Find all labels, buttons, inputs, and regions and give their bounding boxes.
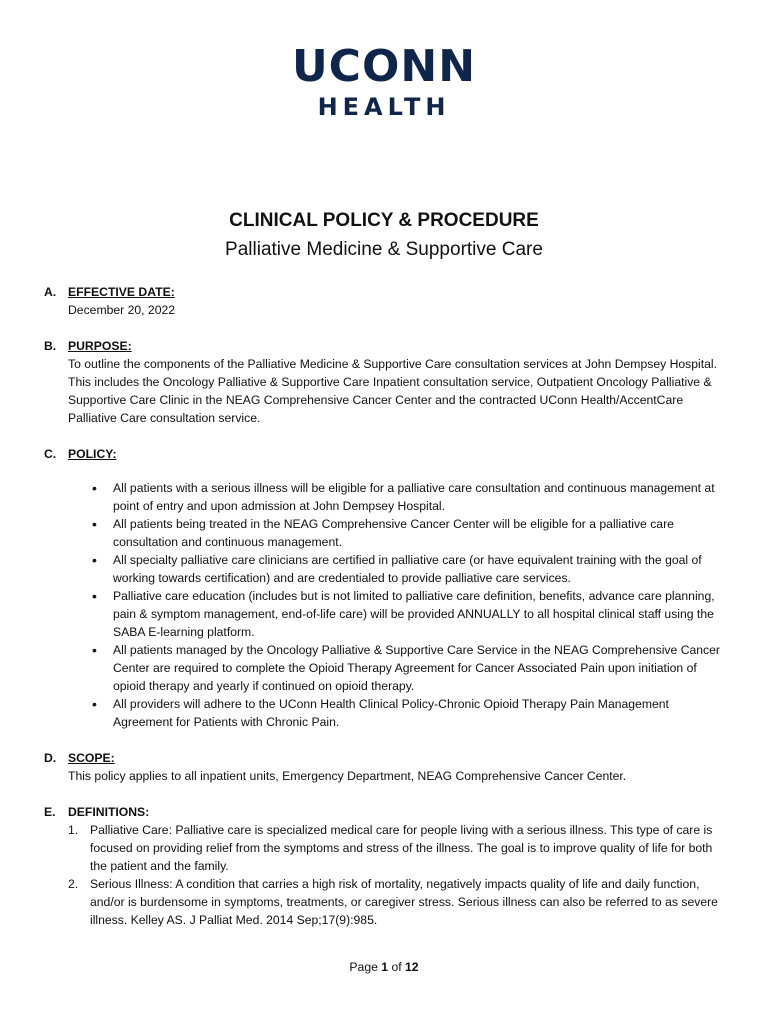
document-subtitle: Palliative Medicine & Supportive Care [225,239,543,260]
list-item: • Palliative care education (includes but is not limited to palliative care definition, benefits, advance care planning, pain & symptom management, end-of-life care) will be provided ANNUALLY to all hospital clinical staff using the SABA E-learning platform. [92,587,724,641]
page-footer [0,960,768,974]
page-number: 1 [381,960,389,974]
list-item: • All patients with a serious illness will be eligible for a palliative care consultation and continuous management at point of entry and upon admission at John Dempsey Hospital. [92,479,724,515]
definition-number: 2. [68,877,79,891]
document-body [44,283,724,947]
section-letter: A. [44,285,57,299]
section-text: To outline the components of the Palliative Medicine & Supportive Care consultation services at John Dempsey Hospital. This includes the Oncology Palliative & Supportive Care Inpatient consultation service, Outpatient Oncology Palliative & Supportive Care Clinic in the NEAG Comprehensive Cancer Center and the contracted UConn Health/AccentCare Palliative Care consultation service. [68,357,717,425]
list-item [68,875,724,929]
section-text: December 20, 2022 [68,303,176,317]
document-title: CLINICAL POLICY & PROCEDURE [229,210,539,231]
definitions-list [68,821,724,929]
section-definitions [44,803,724,929]
list-item: • All specialty palliative care clinicians are certified in palliative care (or have equivalent training with the goal of working towards certification) and are credentialed to provide palliative care services. [92,551,724,587]
section-heading: PURPOSE: [68,339,132,353]
section-purpose [44,337,724,427]
section-effective-date [44,283,724,319]
section-letter: B. [44,339,57,353]
policy-bullet-list [68,479,724,731]
logo-sub-text: HEALTH [317,93,451,121]
page-label: Page [349,960,378,974]
uconn-health-logo [0,41,768,122]
section-heading: SCOPE: [68,751,115,765]
definition-number: 1. [68,823,79,837]
list-item: • All patients managed by the Oncology Palliative & Supportive Care Service in the NEAG Comprehensive Cancer Center are required to complete the Opioid Therapy Agreement for Cancer Associated Pain upon initiation of opioid therapy and yearly if continued on opioid therapy. [92,641,724,695]
logo-main-text: UCONN [291,41,477,92]
list-item [68,821,724,875]
section-letter: E. [44,805,56,819]
section-heading: DEFINITIONS: [68,805,150,819]
section-policy [44,445,724,731]
section-text: This policy applies to all inpatient units, Emergency Department, NEAG Comprehensive Cancer Center. [68,769,627,783]
definition-text: Serious Illness: A condition that carries a high risk of mortality, negatively impacts quality of life and daily function, and/or is burdensome in symptoms, treatments, or caregiver stress. Serious illness can also be referred to as severe illness. Kelley AS. J Palliat Med. 2014 Sep;17(9):985. [90,877,718,927]
section-heading: POLICY: [68,447,117,461]
definition-text: Palliative Care: Palliative care is specialized medical care for people living with a serious illness. This type of care is focused on providing relief from the symptoms and stress of the illness. The goal is to improve quality of life for both the patient and the family. [90,823,713,873]
page-total: 12 [405,960,419,974]
of-label: of [391,960,402,974]
list-item: • All patients being treated in the NEAG Comprehensive Cancer Center will be eligible for a palliative care consultation and continuous management. [92,515,724,551]
section-scope [44,749,724,785]
section-letter: C. [44,447,57,461]
list-item: • All providers will adhere to the UConn Health Clinical Policy-Chronic Opioid Therapy Pain Management Agreement for Patients with Chronic Pain. [92,695,724,731]
section-letter: D. [44,751,57,765]
section-heading: EFFECTIVE DATE: [68,285,175,299]
